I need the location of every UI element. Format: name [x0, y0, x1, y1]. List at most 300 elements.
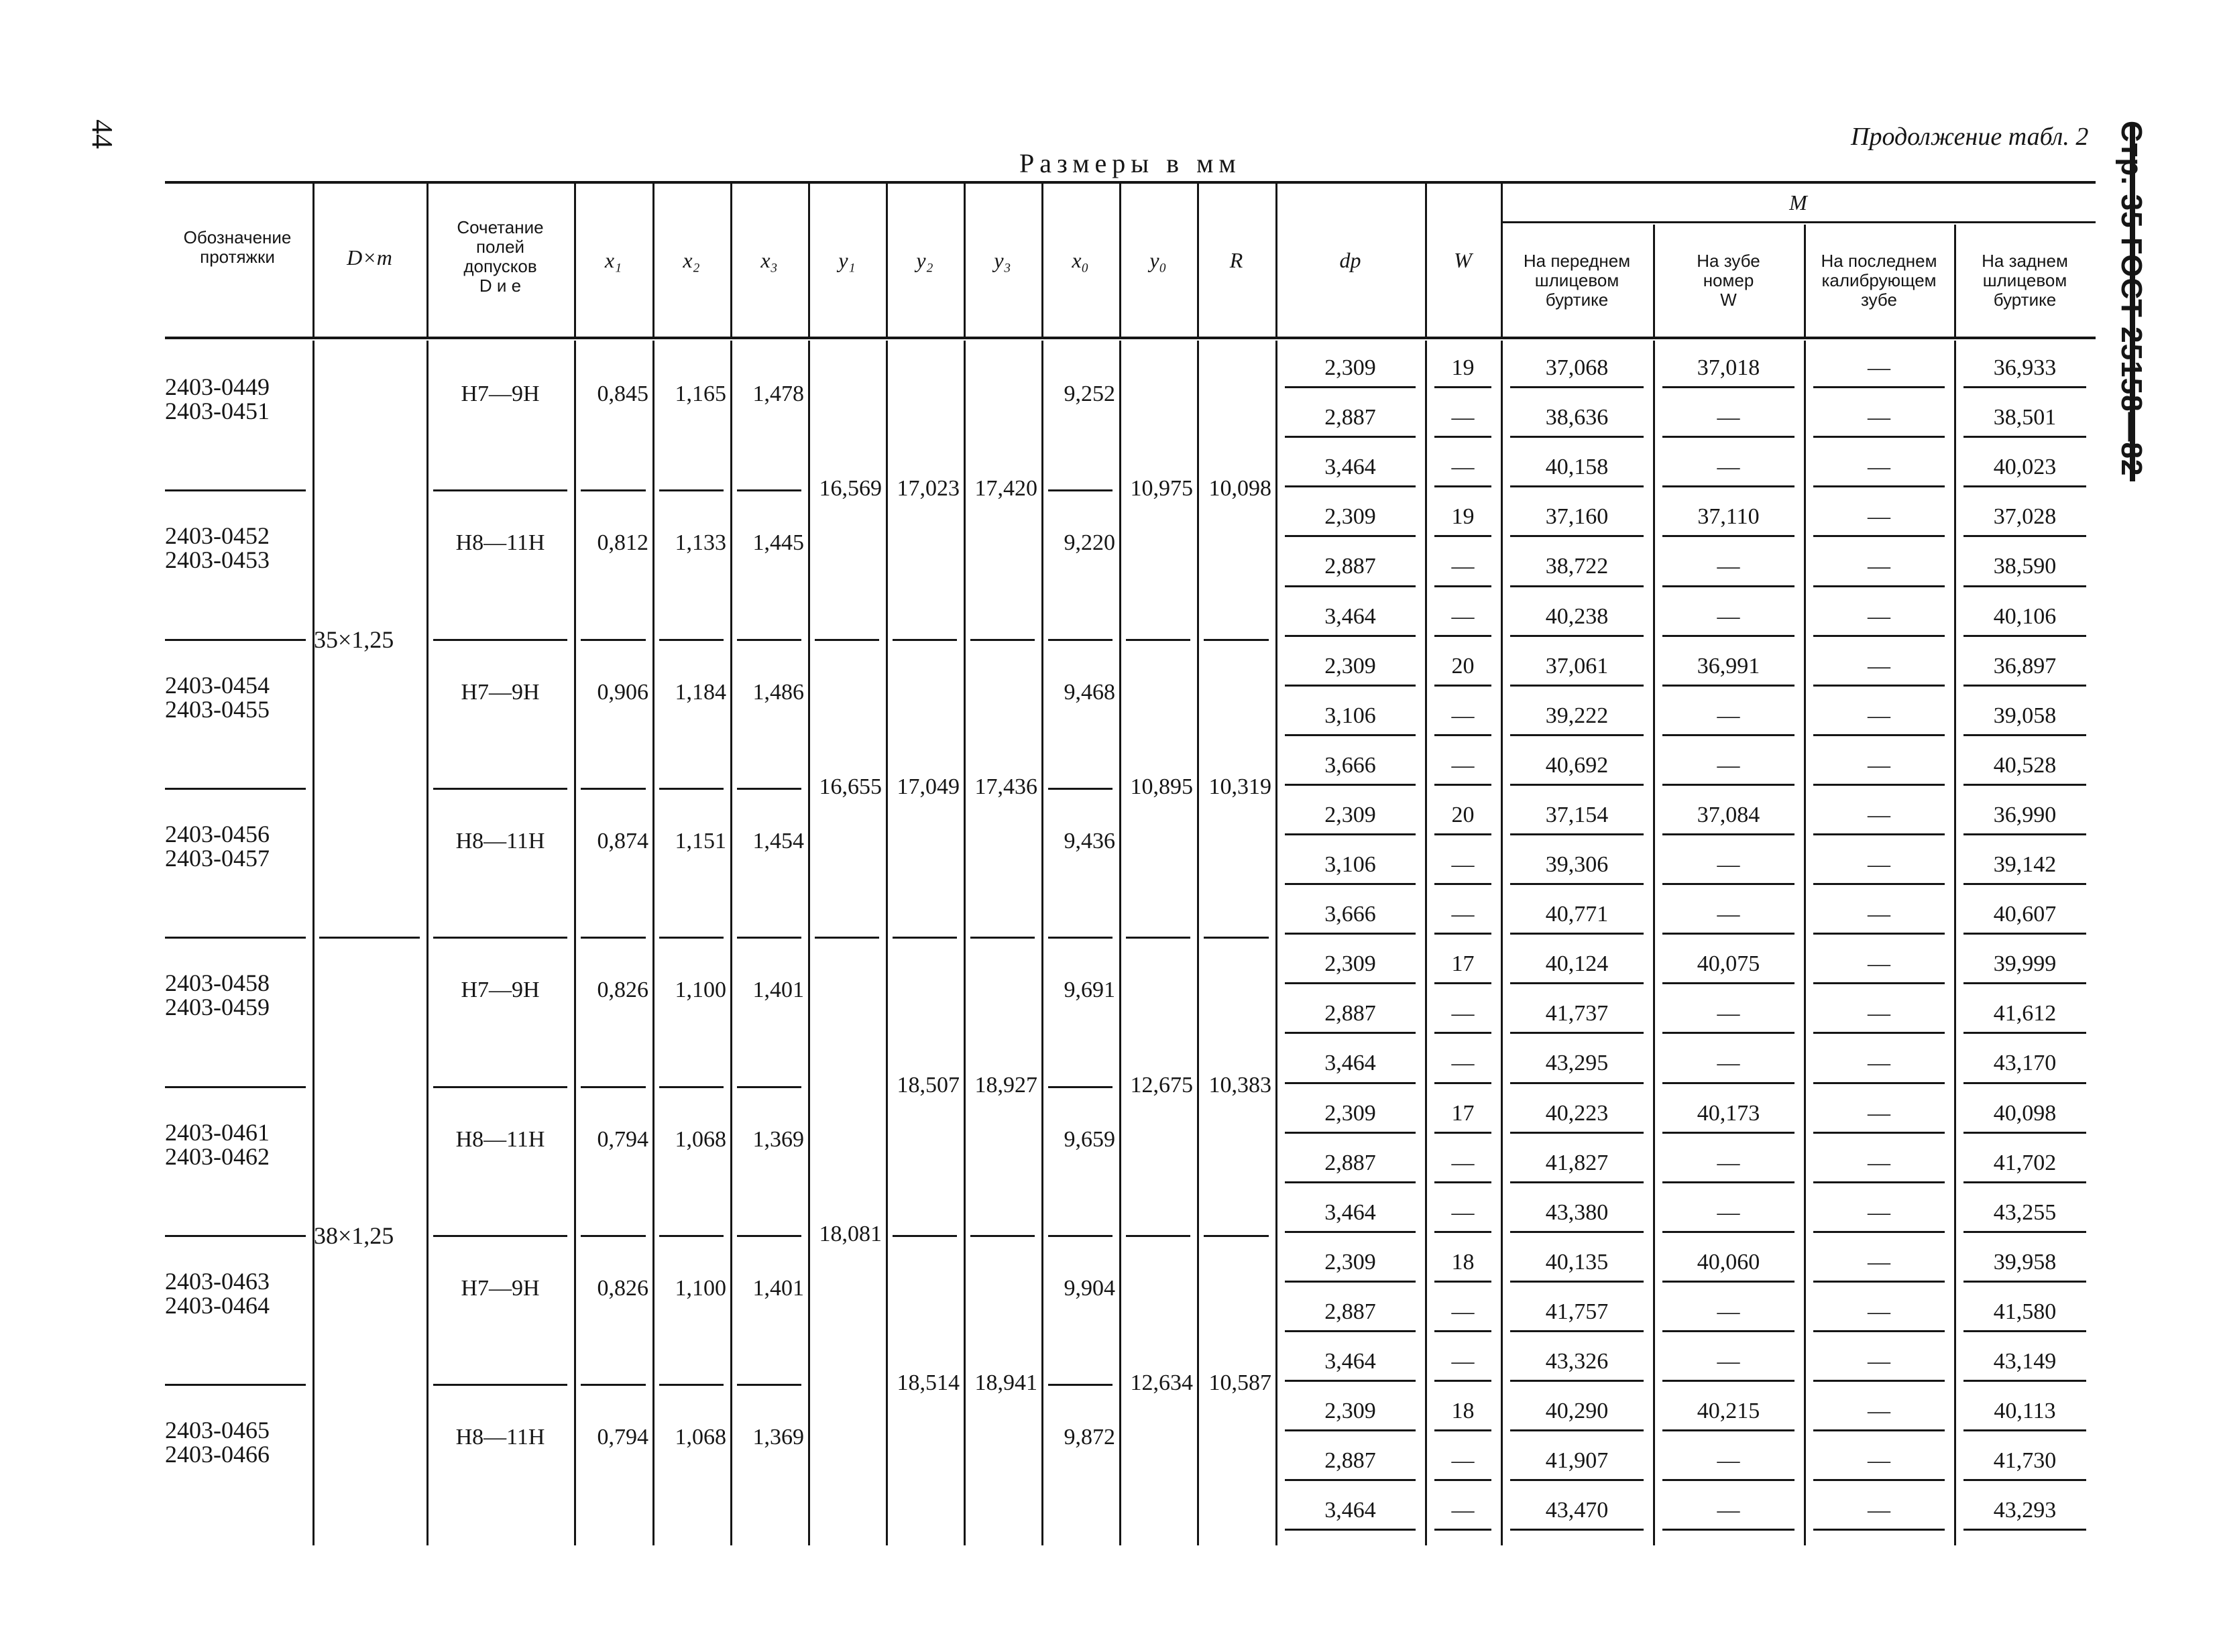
- row-rule: [1510, 1032, 1644, 1034]
- header-y2: y₂: [916, 248, 933, 272]
- row-rule: [1510, 1380, 1644, 1382]
- header-x0: x₀: [1072, 248, 1089, 272]
- group-rule: [433, 1086, 567, 1088]
- cell-x1: 0,826: [597, 1275, 648, 1301]
- row-rule: [1285, 685, 1416, 687]
- row-rule: [1963, 635, 2086, 637]
- cell-x2: 1,100: [675, 978, 726, 1003]
- header-y1: y₁: [838, 248, 856, 272]
- cell-m-tooth: —: [1717, 405, 1740, 430]
- pair-rule: [1204, 639, 1269, 641]
- cell-m-last: —: [1868, 703, 1890, 728]
- cell-r: 10,383: [1208, 1072, 1271, 1098]
- cell-dp: 3,464: [1324, 603, 1376, 629]
- cell-m-last: —: [1868, 902, 1890, 927]
- group-codes: 2403-0465 2403-0466: [165, 1417, 270, 1468]
- cell-m-front: 37,068: [1545, 355, 1609, 380]
- cell-m-tooth: 40,060: [1697, 1249, 1760, 1275]
- row-rule: [1285, 386, 1416, 388]
- row-rule: [1963, 1529, 2086, 1531]
- cell-y1: 18,081: [819, 1221, 882, 1246]
- group-rule: [1048, 639, 1113, 641]
- row-rule: [1510, 1132, 1644, 1134]
- row-rule: [1963, 1429, 2086, 1431]
- group-rule-code: [165, 1235, 306, 1237]
- row-rule: [1510, 1082, 1644, 1084]
- cell-dp: 2,309: [1324, 504, 1376, 530]
- header-y0: y₀: [1149, 248, 1167, 272]
- row-rule: [1813, 982, 1945, 984]
- row-rule: [1285, 1132, 1416, 1134]
- row-rule: [1285, 883, 1416, 885]
- cell-x1: 0,874: [597, 829, 648, 854]
- cell-m-back: 38,590: [1993, 554, 2057, 579]
- row-rule: [1285, 1380, 1416, 1382]
- cell-dp: 2,887: [1324, 1299, 1376, 1324]
- cell-y0: 10,975: [1130, 476, 1193, 501]
- row-rule: [1510, 1429, 1644, 1431]
- body-divider: [730, 341, 732, 1545]
- cell-m-back: 41,612: [1993, 1001, 2057, 1026]
- header-dp: dp: [1339, 248, 1361, 272]
- cell-m-front: 40,158: [1545, 455, 1609, 480]
- cell-m-tooth: 37,110: [1697, 504, 1760, 530]
- row-rule: [1285, 1330, 1416, 1332]
- row-rule: [1662, 1330, 1794, 1332]
- group-codes: 2403-0449 2403-0451: [165, 373, 270, 425]
- cell-m-last: —: [1868, 1001, 1890, 1026]
- row-rule: [1662, 1429, 1794, 1431]
- body-divider: [808, 341, 810, 1545]
- cell-dp: 3,464: [1324, 1199, 1376, 1225]
- cell-dp: 2,887: [1324, 1001, 1376, 1026]
- cell-w: —: [1451, 703, 1475, 728]
- cell-m-back: 40,106: [1993, 603, 2057, 629]
- cell-m-back: 39,058: [1993, 703, 2057, 728]
- row-rule: [1285, 1281, 1416, 1283]
- cell-dp: 3,464: [1324, 455, 1376, 480]
- cell-dp: 3,106: [1324, 852, 1376, 877]
- cell-x1: 0,812: [597, 530, 648, 556]
- y1-rule: [815, 639, 879, 641]
- row-rule: [1963, 1132, 2086, 1134]
- cell-m-back: 40,528: [1993, 752, 2057, 778]
- row-rule: [1963, 1479, 2086, 1481]
- cell-fits: H8—11H: [455, 1126, 545, 1152]
- row-rule: [1813, 585, 1945, 587]
- row-rule: [1510, 734, 1644, 736]
- cell-y0: 12,675: [1130, 1072, 1193, 1098]
- dxm-rule: [319, 937, 420, 939]
- cell-w: 20: [1451, 653, 1475, 678]
- row-rule: [1662, 585, 1794, 587]
- cell-m-tooth: —: [1717, 1001, 1740, 1026]
- cell-y3: 17,420: [974, 476, 1037, 501]
- cell-y2: 17,023: [897, 476, 960, 501]
- cell-m-front: 41,757: [1545, 1299, 1609, 1324]
- cell-m-back: 43,293: [1993, 1498, 2057, 1523]
- pair-rule: [1126, 639, 1190, 641]
- cell-m-tooth: —: [1717, 703, 1740, 728]
- row-rule: [1963, 1231, 2086, 1233]
- cell-m-last: —: [1868, 405, 1890, 430]
- cell-m-tooth: —: [1717, 752, 1740, 778]
- group-rule: [433, 937, 567, 939]
- row-rule: [1963, 1032, 2086, 1034]
- header-top-rule: [165, 181, 2096, 184]
- row-rule: [1662, 883, 1794, 885]
- cell-m-back: 38,501: [1993, 405, 2057, 430]
- group-rule: [1048, 788, 1113, 790]
- row-rule: [1434, 685, 1491, 687]
- pair-rule: [893, 639, 957, 641]
- body-divider: [1119, 341, 1121, 1545]
- cell-w: —: [1451, 902, 1475, 927]
- cell-w: —: [1451, 1498, 1475, 1523]
- row-rule: [1434, 635, 1491, 637]
- cell-fits: H8—11H: [455, 1425, 545, 1450]
- cell-dp: 3,464: [1324, 1349, 1376, 1374]
- cell-w: —: [1451, 603, 1475, 629]
- cell-w: —: [1451, 752, 1475, 778]
- row-rule: [1510, 535, 1644, 537]
- row-rule: [1813, 1231, 1945, 1233]
- cell-m-last: —: [1868, 852, 1890, 877]
- row-rule: [1662, 1479, 1794, 1481]
- cell-m-last: —: [1868, 1299, 1890, 1324]
- row-rule: [1285, 833, 1416, 835]
- row-rule: [1434, 1330, 1491, 1332]
- row-rule: [1662, 436, 1794, 438]
- cell-m-front: 40,290: [1545, 1399, 1609, 1424]
- cell-y3: 18,927: [974, 1072, 1037, 1098]
- cell-w: —: [1451, 405, 1475, 430]
- cell-m-tooth: —: [1717, 852, 1740, 877]
- cell-m-back: 41,730: [1993, 1448, 2057, 1474]
- row-rule: [1285, 1032, 1416, 1034]
- row-rule: [1963, 685, 2086, 687]
- row-rule: [1285, 1231, 1416, 1233]
- cell-x2: 1,133: [675, 530, 726, 556]
- cell-w: —: [1451, 1001, 1475, 1026]
- cell-x2: 1,068: [675, 1126, 726, 1152]
- cell-m-tooth: 40,173: [1697, 1100, 1760, 1126]
- row-rule: [1285, 1479, 1416, 1481]
- row-rule: [1662, 982, 1794, 984]
- header-x2: x₂: [683, 248, 700, 272]
- group-rule: [433, 1235, 567, 1237]
- cell-m-last: —: [1868, 1100, 1890, 1126]
- cell-m-front: 41,737: [1545, 1001, 1609, 1026]
- group-rule: [737, 639, 801, 641]
- cell-m-back: 39,142: [1993, 852, 2057, 877]
- cell-m-last: —: [1868, 1249, 1890, 1275]
- row-rule: [1813, 685, 1945, 687]
- row-rule: [1510, 1281, 1644, 1283]
- cell-m-back: 43,149: [1993, 1349, 2057, 1374]
- row-rule: [1434, 833, 1491, 835]
- cell-m-last: —: [1868, 1498, 1890, 1523]
- row-rule: [1813, 1181, 1945, 1183]
- pair-rule: [1126, 1235, 1190, 1237]
- row-rule: [1434, 386, 1491, 388]
- group-rule: [659, 1235, 724, 1237]
- group-rule: [581, 1235, 646, 1237]
- row-rule: [1963, 982, 2086, 984]
- group-rule-code: [165, 1384, 306, 1386]
- cell-w: —: [1451, 852, 1475, 877]
- header-dxm: D×m: [347, 245, 392, 270]
- row-rule: [1510, 1479, 1644, 1481]
- continuation-caption: Продолжение табл. 2: [1851, 123, 2089, 151]
- header-bottom-rule: [165, 337, 2096, 339]
- group-rule: [659, 788, 724, 790]
- body-divider: [886, 341, 888, 1545]
- cell-m-back: 40,098: [1993, 1100, 2057, 1126]
- cell-r: 10,587: [1208, 1370, 1271, 1396]
- row-rule: [1434, 1380, 1491, 1382]
- row-rule: [1285, 982, 1416, 984]
- row-rule: [1662, 635, 1794, 637]
- header-designation: Обозначение протяжки: [183, 227, 292, 267]
- header-m-back: На заднем шлицевом буртике: [1982, 251, 2068, 310]
- cell-dp: 2,887: [1324, 1150, 1376, 1175]
- group-rule: [659, 1086, 724, 1088]
- row-rule: [1434, 883, 1491, 885]
- row-rule: [1662, 535, 1794, 537]
- row-rule: [1813, 883, 1945, 885]
- row-rule: [1662, 784, 1794, 786]
- row-rule: [1285, 1529, 1416, 1531]
- row-rule: [1963, 734, 2086, 736]
- pair-rule: [1204, 937, 1269, 939]
- row-rule: [1963, 1082, 2086, 1084]
- cell-dp: 2,887: [1324, 405, 1376, 430]
- group-rule: [433, 639, 567, 641]
- pair-rule: [893, 937, 957, 939]
- row-rule: [1662, 1281, 1794, 1283]
- cell-w: —: [1451, 1199, 1475, 1225]
- cell-m-front: 43,295: [1545, 1051, 1609, 1076]
- cell-dp: 3,464: [1324, 1498, 1376, 1523]
- row-rule: [1434, 982, 1491, 984]
- cell-r: 10,098: [1208, 476, 1271, 501]
- cell-x2: 1,100: [675, 1275, 726, 1301]
- row-rule: [1963, 933, 2086, 935]
- row-rule: [1510, 833, 1644, 835]
- row-rule: [1963, 436, 2086, 438]
- cell-dp: 2,309: [1324, 1249, 1376, 1275]
- cell-m-front: 38,636: [1545, 405, 1609, 430]
- page-number: 44: [86, 119, 119, 149]
- group-rule: [581, 639, 646, 641]
- row-rule: [1510, 485, 1644, 487]
- cell-dp: 3,666: [1324, 752, 1376, 778]
- row-rule: [1510, 1330, 1644, 1332]
- row-rule: [1434, 585, 1491, 587]
- row-rule: [1285, 784, 1416, 786]
- row-rule: [1813, 1281, 1945, 1283]
- row-rule: [1434, 1032, 1491, 1034]
- header-w: W: [1454, 248, 1472, 272]
- group-rule-code: [165, 1086, 306, 1088]
- cell-w: 17: [1451, 951, 1475, 977]
- cell-m-front: 40,135: [1545, 1249, 1609, 1275]
- cell-m-back: 41,702: [1993, 1150, 2057, 1175]
- cell-m-last: —: [1868, 355, 1890, 380]
- row-rule: [1963, 485, 2086, 487]
- group-rule: [433, 788, 567, 790]
- header-m-last: На последнем калибрующем зубе: [1821, 251, 1937, 310]
- row-rule: [1662, 485, 1794, 487]
- row-rule: [1963, 386, 2086, 388]
- group-codes: 2403-0452 2403-0453: [165, 522, 270, 574]
- cell-fits: H7—9H: [461, 381, 540, 407]
- cell-x3: 1,445: [752, 530, 804, 556]
- row-rule: [1285, 1181, 1416, 1183]
- cell-x3: 1,486: [752, 679, 804, 705]
- cell-m-last: —: [1868, 653, 1890, 678]
- cell-m-back: 40,023: [1993, 455, 2057, 480]
- group-codes: 2403-0463 2403-0464: [165, 1267, 270, 1319]
- group-rule: [1048, 937, 1113, 939]
- cell-dp: 3,464: [1324, 1051, 1376, 1076]
- cell-m-back: 36,897: [1993, 653, 2057, 678]
- group-rule: [1048, 1235, 1113, 1237]
- row-rule: [1434, 1529, 1491, 1531]
- cell-m-back: 37,028: [1993, 504, 2057, 530]
- row-rule: [1434, 1132, 1491, 1134]
- cell-fits: H8—11H: [455, 530, 545, 556]
- cell-x2: 1,184: [675, 679, 726, 705]
- group-rule: [737, 1235, 801, 1237]
- cell-m-back: 43,170: [1993, 1051, 2057, 1076]
- row-rule: [1963, 1281, 2086, 1283]
- header-y3: y₃: [994, 248, 1011, 272]
- group-rule: [737, 788, 801, 790]
- cell-m-front: 40,223: [1545, 1100, 1609, 1126]
- cell-w: —: [1451, 1051, 1475, 1076]
- group-rule: [737, 489, 801, 491]
- cell-fits: H7—9H: [461, 679, 540, 705]
- cell-y3: 18,941: [974, 1370, 1037, 1396]
- cell-w: 17: [1451, 1100, 1475, 1126]
- row-rule: [1285, 635, 1416, 637]
- row-rule: [1510, 386, 1644, 388]
- cell-m-last: —: [1868, 504, 1890, 530]
- header-x1: x₁: [604, 248, 622, 272]
- row-rule: [1285, 1429, 1416, 1431]
- y1-rule: [815, 937, 879, 939]
- cell-m-back: 43,255: [1993, 1199, 2057, 1225]
- cell-dp: 2,309: [1324, 653, 1376, 678]
- header-r: R: [1229, 248, 1243, 272]
- group-codes: 2403-0456 2403-0457: [165, 821, 270, 872]
- cell-y2: 18,514: [897, 1370, 960, 1396]
- cell-w: 19: [1451, 504, 1475, 530]
- row-rule: [1510, 635, 1644, 637]
- cell-x3: 1,401: [752, 978, 804, 1003]
- row-rule: [1813, 1380, 1945, 1382]
- cell-m-front: 39,306: [1545, 852, 1609, 877]
- row-rule: [1963, 1380, 2086, 1382]
- row-rule: [1510, 436, 1644, 438]
- group-rule: [581, 1384, 646, 1386]
- cell-m-last: —: [1868, 603, 1890, 629]
- cell-m-front: 43,470: [1545, 1498, 1609, 1523]
- cell-m-front: 43,380: [1545, 1199, 1609, 1225]
- cell-m-last: —: [1868, 1150, 1890, 1175]
- cell-dp: 2,887: [1324, 554, 1376, 579]
- cell-x0: 9,659: [1064, 1126, 1115, 1152]
- cell-r: 10,319: [1208, 774, 1271, 799]
- cell-m-last: —: [1868, 1349, 1890, 1374]
- cell-x1: 0,845: [597, 381, 648, 407]
- row-rule: [1662, 1181, 1794, 1183]
- pair-rule: [1204, 1235, 1269, 1237]
- cell-w: 20: [1451, 802, 1475, 827]
- header-fits: Сочетание полей допусков D и e: [457, 217, 544, 296]
- cell-m-front: 41,907: [1545, 1448, 1609, 1474]
- cell-m-tooth: 37,018: [1697, 355, 1760, 380]
- row-rule: [1662, 1132, 1794, 1134]
- cell-m-front: 38,722: [1545, 554, 1609, 579]
- row-rule: [1510, 685, 1644, 687]
- cell-y1: 16,569: [819, 476, 882, 501]
- row-rule: [1662, 933, 1794, 935]
- row-rule: [1662, 734, 1794, 736]
- body-divider: [426, 341, 429, 1545]
- body-divider: [964, 341, 966, 1545]
- cell-m-last: —: [1868, 752, 1890, 778]
- group-rule: [737, 937, 801, 939]
- cell-m-back: 40,113: [1994, 1399, 2056, 1424]
- cell-x3: 1,369: [752, 1425, 804, 1450]
- row-rule: [1813, 1032, 1945, 1034]
- row-rule: [1434, 784, 1491, 786]
- cell-fits: H7—9H: [461, 1275, 540, 1301]
- body-divider: [1197, 341, 1199, 1545]
- row-rule: [1963, 1330, 2086, 1332]
- cell-m-tooth: —: [1717, 902, 1740, 927]
- cell-x0: 9,436: [1064, 829, 1115, 854]
- cell-m-front: 37,061: [1545, 653, 1609, 678]
- cell-x1: 0,906: [597, 679, 648, 705]
- group-rule: [581, 937, 646, 939]
- cell-x3: 1,401: [752, 1275, 804, 1301]
- row-rule: [1285, 1082, 1416, 1084]
- row-rule: [1813, 1429, 1945, 1431]
- row-rule: [1963, 1181, 2086, 1183]
- cell-m-last: —: [1868, 1199, 1890, 1225]
- cell-x2: 1,165: [675, 381, 726, 407]
- row-rule: [1434, 1082, 1491, 1084]
- cell-m-tooth: —: [1717, 603, 1740, 629]
- pair-rule: [970, 1235, 1035, 1237]
- row-rule: [1813, 933, 1945, 935]
- cell-m-last: —: [1868, 1448, 1890, 1474]
- cell-w: —: [1451, 1349, 1475, 1374]
- group-rule: [433, 1384, 567, 1386]
- header-m-tooth: На зубе номер W: [1697, 251, 1760, 310]
- row-rule: [1285, 933, 1416, 935]
- cell-m-front: 40,692: [1545, 752, 1609, 778]
- cell-dxm: 38×1,25: [314, 1222, 394, 1249]
- group-rule: [581, 788, 646, 790]
- cell-m-back: 40,607: [1993, 902, 2057, 927]
- row-rule: [1662, 1032, 1794, 1034]
- group-rule: [659, 489, 724, 491]
